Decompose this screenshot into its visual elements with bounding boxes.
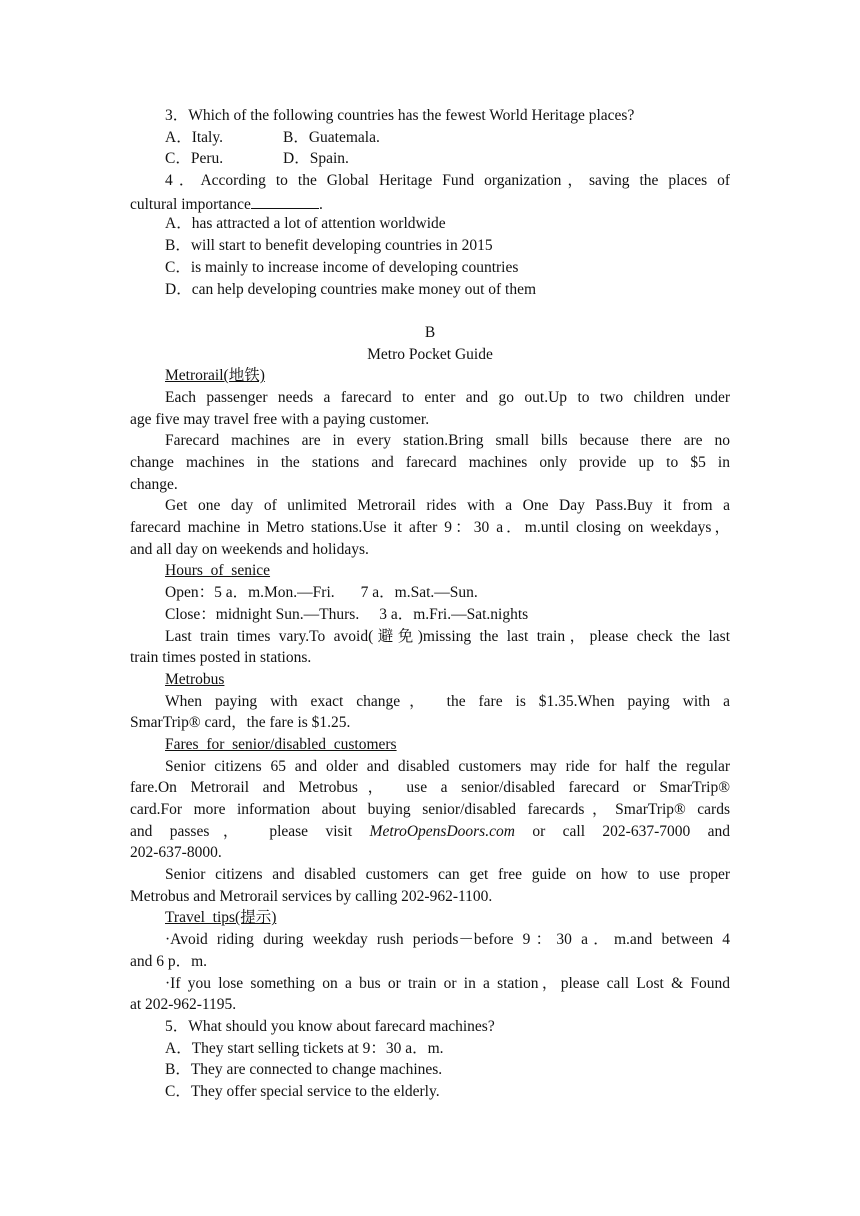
fares-p1-line1: Senior citizens 65 and older and disabled customers may ride for half the regular: [165, 757, 730, 775]
hours-p-line1: Last train times vary.To avoid(避免)missing the last train，please check the last: [165, 627, 730, 645]
hours-close-weekend: 3 a．m.Fri.—Sat.nights: [379, 605, 529, 623]
q5-option-b: B．They are connected to change machines.: [165, 1061, 443, 1079]
fares-p1-line4: [130, 821, 730, 843]
metrorail-p1-line1: Each passenger needs a farecard to enter and go out.Up to two children under: [165, 388, 730, 406]
question-4-stem-line1: 4．According to the Global Heritage Fund organization，saving the places of: [165, 172, 730, 190]
metrorail-heading: Metrorail(地铁): [165, 367, 265, 385]
hours-heading-row: [130, 560, 730, 582]
hours-open-weekday: Open：5 a．m.Mon.—Fri.: [165, 584, 335, 602]
tip-2-line1: ·If you lose something on a bus or train or in a station，please call Lost & Found: [165, 974, 730, 992]
question-3-options-row1: [130, 127, 730, 149]
q5-option-a: A．They start selling tickets at 9：30 a．m.: [165, 1039, 444, 1057]
metrobus-heading: Metrobus: [165, 670, 225, 688]
section-letter: B: [424, 323, 436, 341]
metrorail-p2-line1: Farecard machines are in every station.Bring small bills because there are no: [165, 432, 730, 450]
fares-heading: Fares_for_senior/disabled_customers: [165, 735, 397, 753]
question-3-options-row2: [130, 148, 730, 170]
question-5-stem: 5．What should you know about farecard machines?: [165, 1017, 495, 1035]
q3-option-d: D．Spain.: [283, 150, 349, 168]
fares-p1-line4-post: or call 202-637-7000 and: [532, 822, 730, 840]
answer-blank: [251, 192, 319, 209]
metrorail-p3-line3: and all day on weekends and holidays.: [130, 540, 369, 558]
hours-close: [130, 604, 730, 626]
hours-open-weekend: 7 a．m.Sat.—Sun.: [360, 584, 478, 602]
q3-option-b: B．Guatemala.: [283, 128, 380, 146]
metrorail-p3-line1: Get one day of unlimited Metrorail rides with a One Day Pass.Buy it from a: [165, 497, 730, 515]
tip-1-line1: ·Avoid riding during weekday rush periods－before 9：30 a．m.and between 4: [165, 931, 730, 949]
fares-p2-line2: Metrobus and Metrorail services by calling 202-962-1100.: [130, 887, 493, 905]
hours-p-line2: train times posted in stations.: [130, 649, 312, 667]
q4-option-b: B．will start to benefit developing countries in 2015: [165, 237, 493, 255]
fares-heading-row: [130, 734, 730, 756]
metrobus-p-line2: SmarTrip® card，the fare is $1.25.: [130, 714, 351, 732]
document-content: [130, 105, 730, 1103]
metrorail-p3-line2: farecard machine in Metro stations.Use it after 9：30 a．m.until closing on weekdays，: [130, 519, 730, 537]
metro-opens-doors-link[interactable]: MetroOpensDoors.com: [369, 822, 515, 840]
metrobus-heading-row: [130, 669, 730, 691]
q4-stem-text: cultural importance: [130, 195, 251, 213]
q3-option-a: A．Italy.: [165, 128, 223, 146]
q4-option-a: A．has attracted a lot of attention worldwide: [165, 215, 446, 233]
metrorail-p1-line2: age five may travel free with a paying customer.: [130, 410, 430, 428]
question-3-stem: 3．Which of the following countries has the fewest World Heritage places?: [165, 107, 635, 124]
q5-option-c: C．They offer special service to the elderly.: [165, 1082, 440, 1100]
fares-p1-line5: 202-637-8000.: [130, 844, 222, 862]
tips-heading: Travel_tips(提示): [165, 909, 277, 927]
tip-2-line2: at 202-962-1195.: [130, 996, 237, 1014]
metrorail-heading-row: [130, 365, 730, 387]
metrorail-p2-line3: change.: [130, 475, 178, 493]
metrobus-p-line1: When paying with exact change， the fare is $1.35.When paying with a: [165, 692, 730, 710]
metrorail-p2-line2: change machines in the stations and farecard machines only provide up to $5 in: [130, 454, 730, 471]
spacer: [130, 300, 730, 322]
hours-open: [130, 582, 730, 604]
fares-p1-line2: fare.On Metrorail and Metrobus， use a senior/disabled farecard or SmarTrip®: [130, 779, 730, 797]
question-4-stem-line2: [130, 192, 730, 214]
tips-heading-row: [130, 907, 730, 929]
q3-option-c: C．Peru.: [165, 150, 224, 168]
q4-option-d: D．can help developing countries make money out of them: [165, 280, 537, 298]
fares-p1-line4-pre: and passes， please visit: [130, 822, 353, 840]
section-title: Metro Pocket Guide: [367, 345, 493, 363]
hours-heading: Hours_of_senice: [165, 562, 271, 580]
hours-close-weekday: Close：midnight Sun.—Thurs.: [165, 605, 360, 623]
fares-p2-line1: Senior citizens and disabled customers can get free guide on how to use proper: [165, 866, 730, 884]
q4-stem-end: .: [318, 195, 323, 213]
tip-1-line2: and 6 p．m.: [130, 952, 208, 970]
fares-p1-line3: card.For more information about buying senior/disabled farecards，SmarTrip® cards: [130, 801, 730, 818]
q4-option-c: C．is mainly to increase income of developing countries: [165, 258, 519, 276]
